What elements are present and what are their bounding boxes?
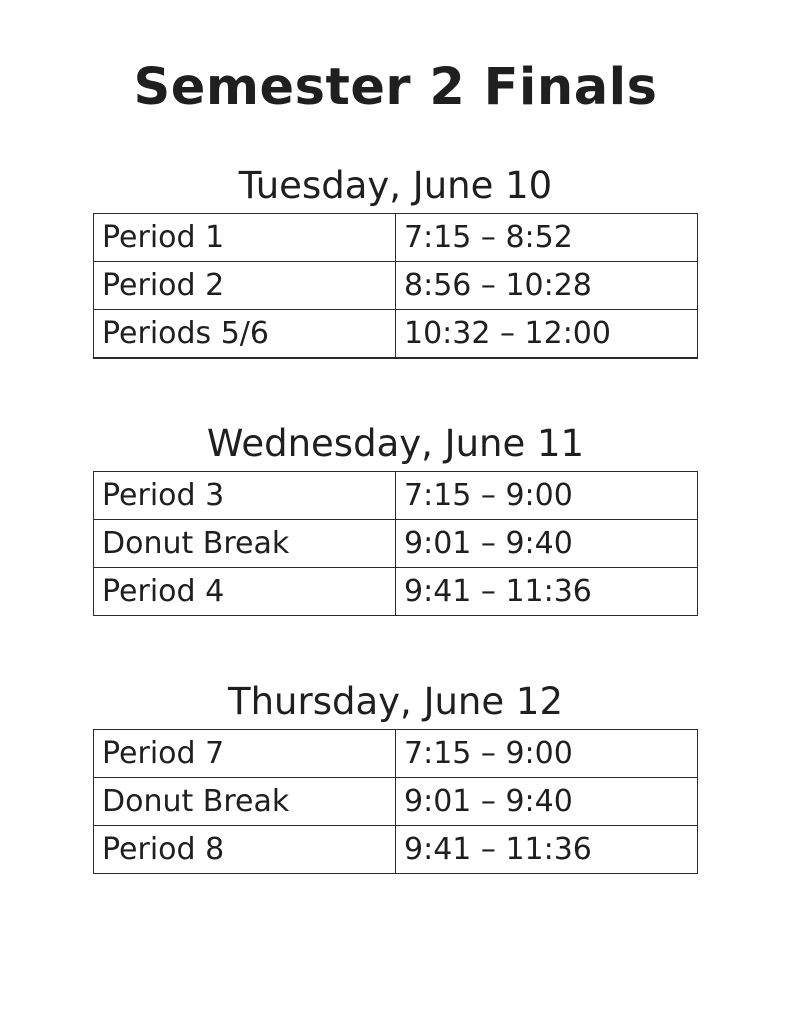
period-cell: Period 2 [94,262,396,310]
time-cell: 8:56 – 10:28 [396,262,698,310]
table-row [94,778,698,826]
table-row [94,310,698,359]
day-section-tuesday [0,164,791,351]
time-cell: 9:01 – 9:40 [396,778,698,826]
day-heading: Tuesday, June 10 [238,164,553,207]
day-heading: Wednesday, June 11 [206,422,585,465]
time-cell: 9:41 – 11:36 [396,568,698,616]
time-cell: 9:01 – 9:40 [396,520,698,568]
table-row [94,730,698,778]
schedule-table [93,213,698,359]
time-cell: 7:15 – 9:00 [396,730,698,778]
period-cell: Period 8 [94,826,396,874]
schedule-table [93,471,698,616]
period-cell: Period 4 [94,568,396,616]
table-row [94,520,698,568]
table-row [94,568,698,616]
table-row [94,214,698,262]
time-cell: 7:15 – 8:52 [396,214,698,262]
period-cell: Periods 5/6 [94,310,396,359]
time-cell: 9:41 – 11:36 [396,826,698,874]
time-cell: 7:15 – 9:00 [396,472,698,520]
day-section-wednesday [0,422,791,609]
period-cell: Period 1 [94,214,396,262]
schedule-table [93,729,698,874]
day-section-thursday [0,680,791,867]
day-heading: Thursday, June 12 [228,680,563,723]
period-cell: Donut Break [94,778,396,826]
table-row [94,262,698,310]
table-row [94,826,698,874]
page-title: Semester 2 Finals [133,58,658,117]
period-cell: Donut Break [94,520,396,568]
period-cell: Period 7 [94,730,396,778]
time-cell: 10:32 – 12:00 [396,310,698,359]
period-cell: Period 3 [94,472,396,520]
table-row [94,472,698,520]
